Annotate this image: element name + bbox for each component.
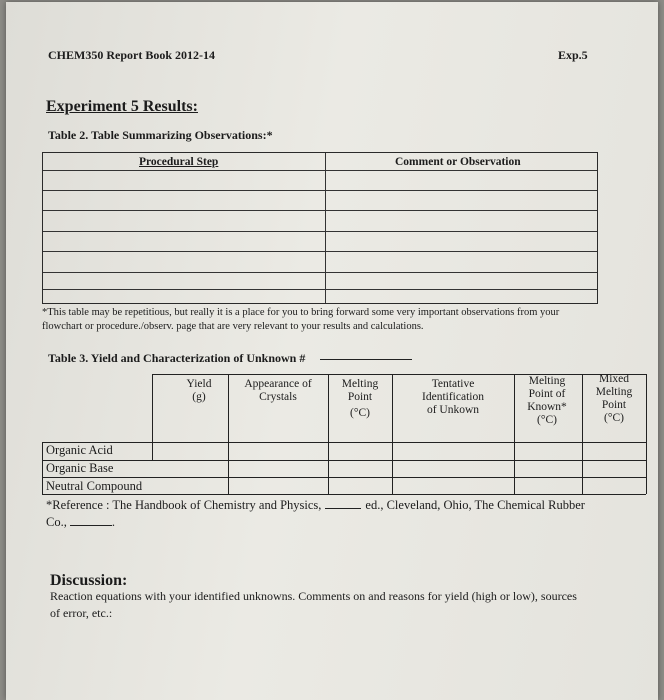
- table3-col-appearance: Appearance of Crystals: [244, 378, 312, 403]
- course-header: CHEM350 Report Book 2012-14: [48, 48, 215, 62]
- table3-caption: Table 3. Yield and Characterization of Unknown #: [48, 351, 306, 365]
- reference-line1: *Reference : The Handbook of Chemistry and Physics, ed., Cleveland, Ohio, The Chemical Rubber: [46, 498, 585, 512]
- table2-col-procedural-step: Procedural Step: [139, 156, 219, 168]
- row-organic-acid: Organic Acid: [46, 443, 113, 457]
- table2-caption: Table 2. Table Summarizing Observations:*: [48, 128, 273, 142]
- experiment-number: Exp.5: [558, 48, 588, 62]
- discussion-text-line1: Reaction equations with your identified unknowns. Comments on and reasons for yield (high or low), sources: [50, 589, 577, 603]
- table2-footnote-line1: *This table may be repetitious, but really it is a place for you to bring forward some very important observations from your: [42, 307, 560, 318]
- row-organic-base: Organic Base: [46, 461, 114, 475]
- table3-col-yield: Yield (g): [186, 378, 212, 403]
- table2-grid: [42, 152, 598, 304]
- table3-col-melting-point-known: Melting Point of Known* (°C): [527, 375, 567, 426]
- document-page: [6, 2, 658, 700]
- table2-footnote-line2: flowchart or procedure./observ. page that are very relevant to your results and calculations.: [42, 321, 424, 332]
- section-title: Experiment 5 Results:: [46, 98, 198, 115]
- table3-col-mixed-melting-point: Mixed Melting Point (°C): [595, 373, 633, 424]
- table2-col-comment: Comment or Observation: [395, 156, 521, 168]
- reference-line2: Co., .: [46, 515, 115, 529]
- discussion-heading: Discussion:: [50, 572, 128, 589]
- unknown-number-blank: [320, 359, 412, 360]
- table3-col-tentative-id: Tentative Identification of Unkown: [422, 378, 484, 416]
- table3-col-melting-point: Melting Point (°C): [341, 378, 379, 419]
- row-neutral-compound: Neutral Compound: [46, 479, 143, 493]
- discussion-text-line2: of error, etc.:: [50, 606, 113, 620]
